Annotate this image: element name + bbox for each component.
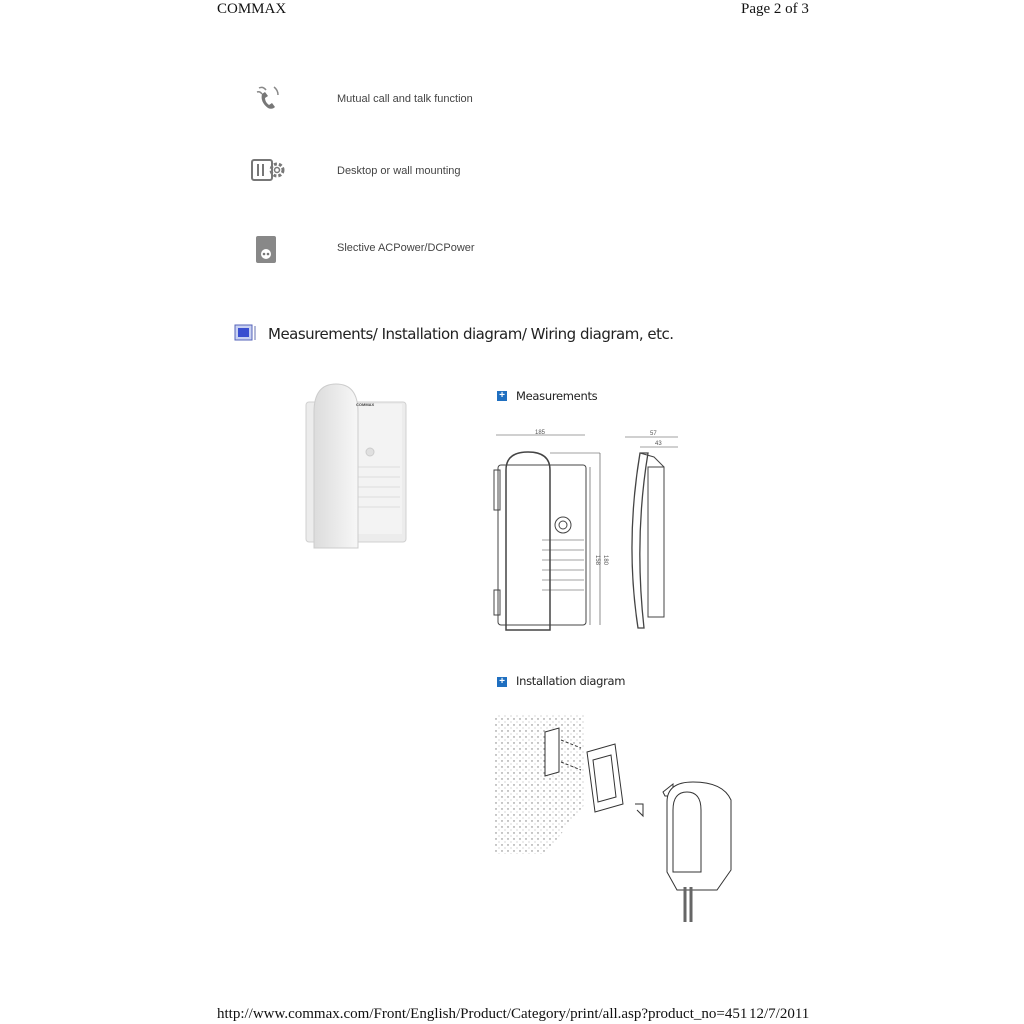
footer-url: http://www.commax.com/Front/English/Product/Category/print/all.asp?product_no=451: [217, 1006, 748, 1022]
plus-icon: +: [497, 391, 507, 401]
dim-depth: 57: [650, 431, 657, 437]
power-outlet-icon: [255, 235, 277, 265]
footer-date: 12/7/2011: [749, 1006, 810, 1022]
feature-label: Mutual call and talk function: [337, 93, 473, 105]
measurements-title: Measurements: [516, 389, 598, 403]
dim-width: 185: [535, 430, 546, 436]
plus-icon: +: [497, 677, 507, 687]
header-left: COMMAX: [217, 1, 287, 17]
installation-drawing: [495, 712, 745, 922]
feature-label: Desktop or wall mounting: [337, 165, 461, 177]
header-page-number: Page 2 of 3: [741, 1, 809, 17]
installation-title: Installation diagram: [516, 674, 626, 688]
product-photo: [300, 372, 420, 552]
section-title: Measurements/ Installation diagram/ Wiring diagram, etc.: [268, 325, 674, 343]
dim-height-a: 158: [594, 555, 600, 566]
dim-depth-inner: 43: [655, 441, 662, 447]
mounting-gear-icon: [251, 158, 287, 182]
measurements-drawing: [490, 425, 690, 635]
product-brand-logo: COMMAX: [356, 402, 375, 407]
section-window-icon: [234, 324, 258, 342]
feature-label: Slective ACPower/DCPower: [337, 242, 475, 254]
phone-call-icon: [254, 84, 282, 112]
dim-height-b: 180: [602, 555, 608, 566]
